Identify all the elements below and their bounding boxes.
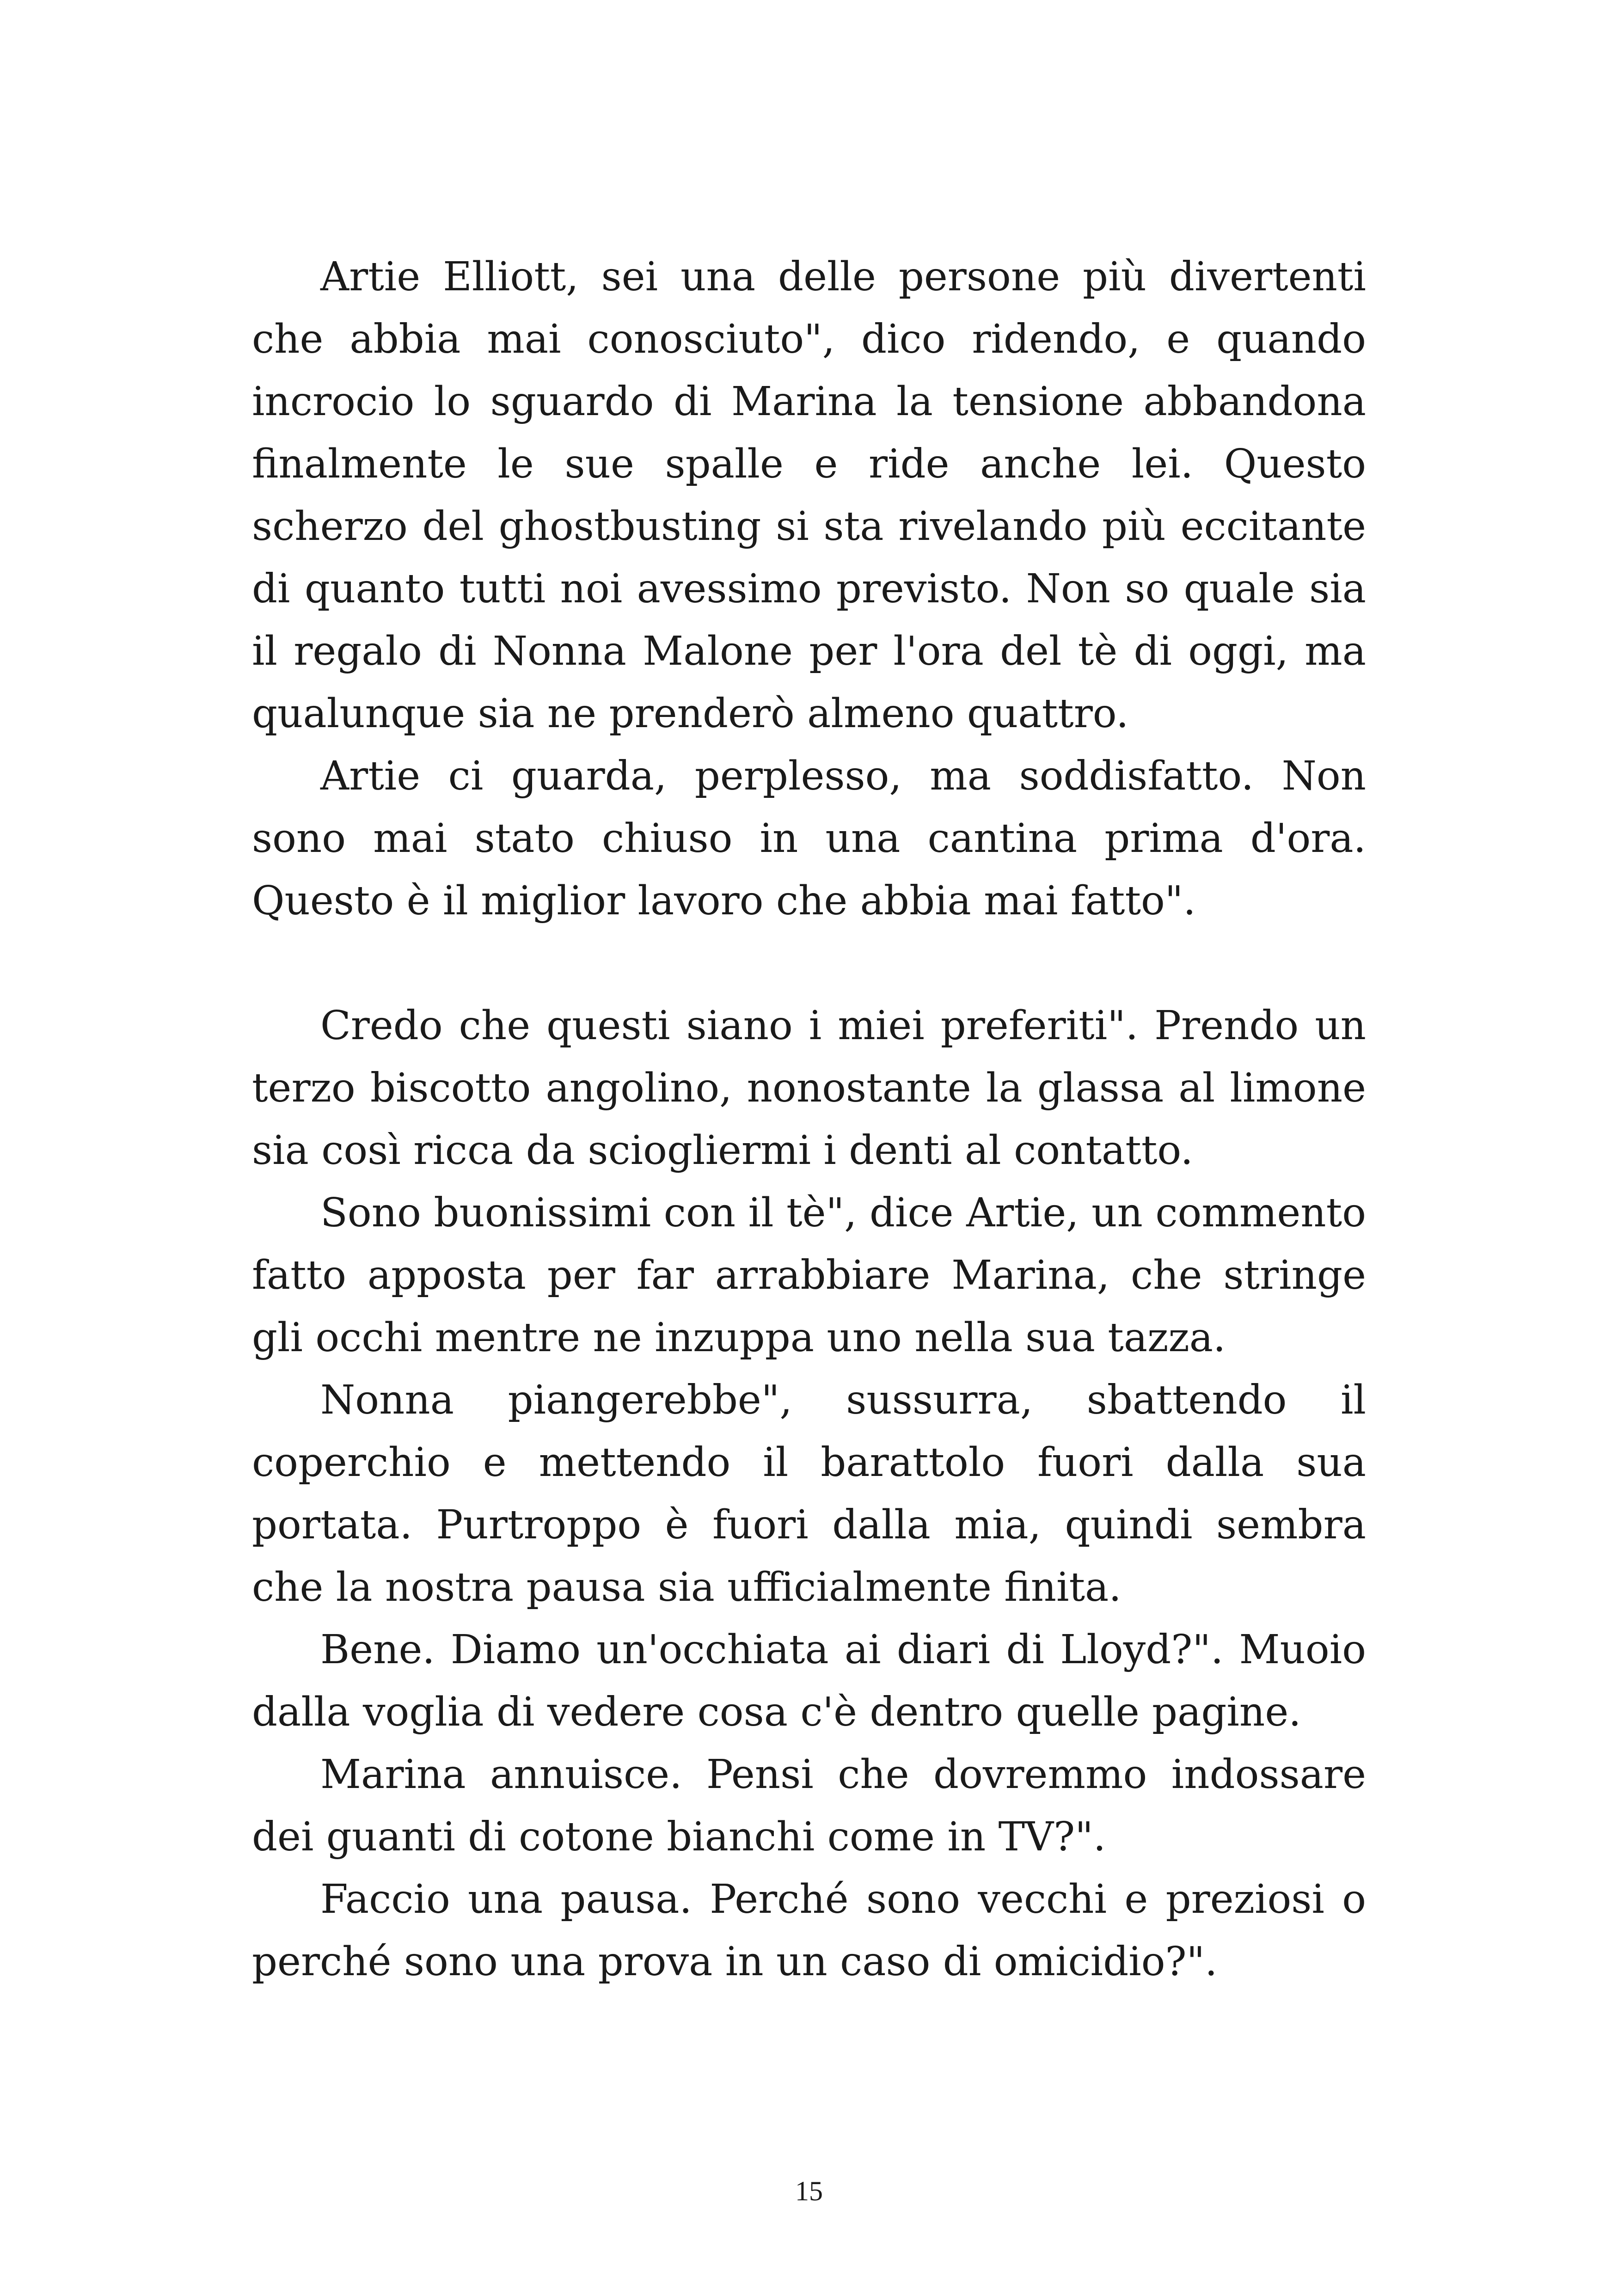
section-break [252,932,1366,995]
paragraph: Marina annuisce. Pensi che dovremmo indossare dei guanti di cotone bianchi come in TV?". [252,1751,1366,1860]
paragraph: Faccio una pausa. Perché sono vecchi e preziosi o perché sono una prova in un caso di omicidio?". [252,1876,1366,1985]
paragraph: Artie ci guarda, perplesso, ma soddisfatto. Non sono mai stato chiuso in una cantina prima d'ora. Questo è il miglior lavoro che abbia mai fatto". [252,753,1366,924]
paragraph: Bene. Diamo un'occhiata ai diari di Lloyd?". Muoio dalla voglia di vedere cosa c'è dentro quelle pagine. [252,1627,1366,1735]
paragraph: Artie Elliott, sei una delle persone più divertenti che abbia mai conosciuto", dico ridendo, e quando incrocio lo sguardo di Marina la tensione abbandona finalmente le sue spalle e ride anche lei. Questo scherzo del ghostbusting si sta rivelando più eccitante di quanto tutti noi avessimo previsto. Non so quale sia il regalo di Nonna Malone per l'ora del tè di oggi, ma qualunque sia ne prenderò almeno quattro. [252,254,1366,737]
page-number: 15 [795,2176,823,2206]
body-text [252,246,1366,1993]
paragraph: Credo che questi siano i miei preferiti". Prendo un terzo biscotto angolino, nonostante la glassa al limone sia così ricca da sciogliermi i denti al contatto. [252,1003,1366,1174]
paragraph: Nonna piangerebbe", sussurra, sbattendo il coperchio e mettendo il barattolo fuori dalla sua portata. Purtroppo è fuori dalla mia, quindi sembra che la nostra pausa sia ufficialmente finita. [252,1377,1366,1610]
paragraph: Sono buonissimi con il tè", dice Artie, un commento fatto apposta per far arrabbiare Marina, che stringe gli occhi mentre ne inzuppa uno nella sua tazza. [252,1190,1366,1361]
